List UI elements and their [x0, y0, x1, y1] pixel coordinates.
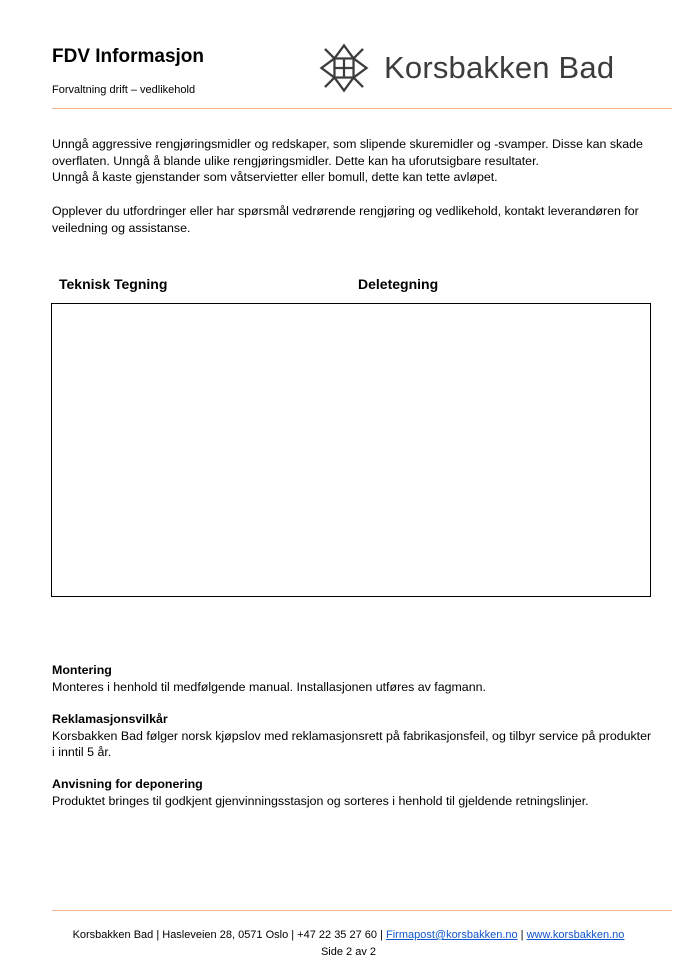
footer-contact: [0, 929, 697, 941]
footer-separator: |: [520, 929, 524, 941]
footer-email-link[interactable]: Firmapost@korsbakken.no: [386, 929, 518, 941]
header-divider: [52, 108, 672, 109]
footer-address: Korsbakken Bad | Hasleveien 28, 0571 Oslo | +47 22 35 27 60 |: [72, 929, 383, 941]
document-subtitle: Forvaltning drift – vedlikehold: [52, 84, 196, 96]
contact-paragraph: Opplever du utfordringer eller har spørsmål vedrørende rengjøring og vedlikehold, kontakt leverandøren for veiledning og assistanse.: [52, 204, 639, 235]
section-title: Anvisning for deponering: [52, 777, 203, 791]
section-reklamasjon: [52, 711, 657, 761]
section-title: Montering: [52, 663, 112, 677]
technical-drawing-heading: Teknisk Tegning: [59, 276, 168, 292]
section-body: Korsbakken Bad følger norsk kjøpslov med reklamasjonsrett på fabrikasjonsfeil, og tilbyr service på produkter i inntil 5 år.: [52, 728, 652, 759]
care-instructions-line: Unngå aggressive rengjøringsmidler og redskaper, som slipende skuremidler og -svamper. Disse kan skade overflaten. Unngå å blande ulike rengjøringsmidler. Dette kan ha uforutsigbare resultater.: [52, 137, 643, 168]
section-body: Produktet bringes til godkjent gjenvinningsstasjon og sorteres i henhold til gjeldende retningslinjer.: [52, 793, 589, 808]
star-lattice-logo-icon: [318, 42, 370, 94]
footer-website-link[interactable]: www.korsbakken.no: [526, 929, 625, 941]
section-montering: [52, 662, 657, 695]
parts-drawing-heading: Deletegning: [358, 276, 439, 292]
section-deponering: [52, 776, 657, 809]
care-instructions: [52, 136, 652, 186]
drawing-area: [51, 303, 651, 597]
section-body: Monteres i henhold til medfølgende manual. Installasjonen utføres av fagmann.: [52, 679, 486, 694]
care-instructions-line: Unngå å kaste gjenstander som våtservietter eller bomull, dette kan tette avløpet.: [52, 170, 498, 184]
section-title: Reklamasjonsvilkår: [52, 712, 168, 726]
company-logo: [318, 42, 614, 94]
footer-divider: [52, 910, 672, 911]
document-title: FDV Informasjon: [52, 46, 205, 67]
logo-wordmark: Korsbakken Bad: [384, 50, 615, 85]
page-number: Side 2 av 2: [320, 946, 377, 958]
